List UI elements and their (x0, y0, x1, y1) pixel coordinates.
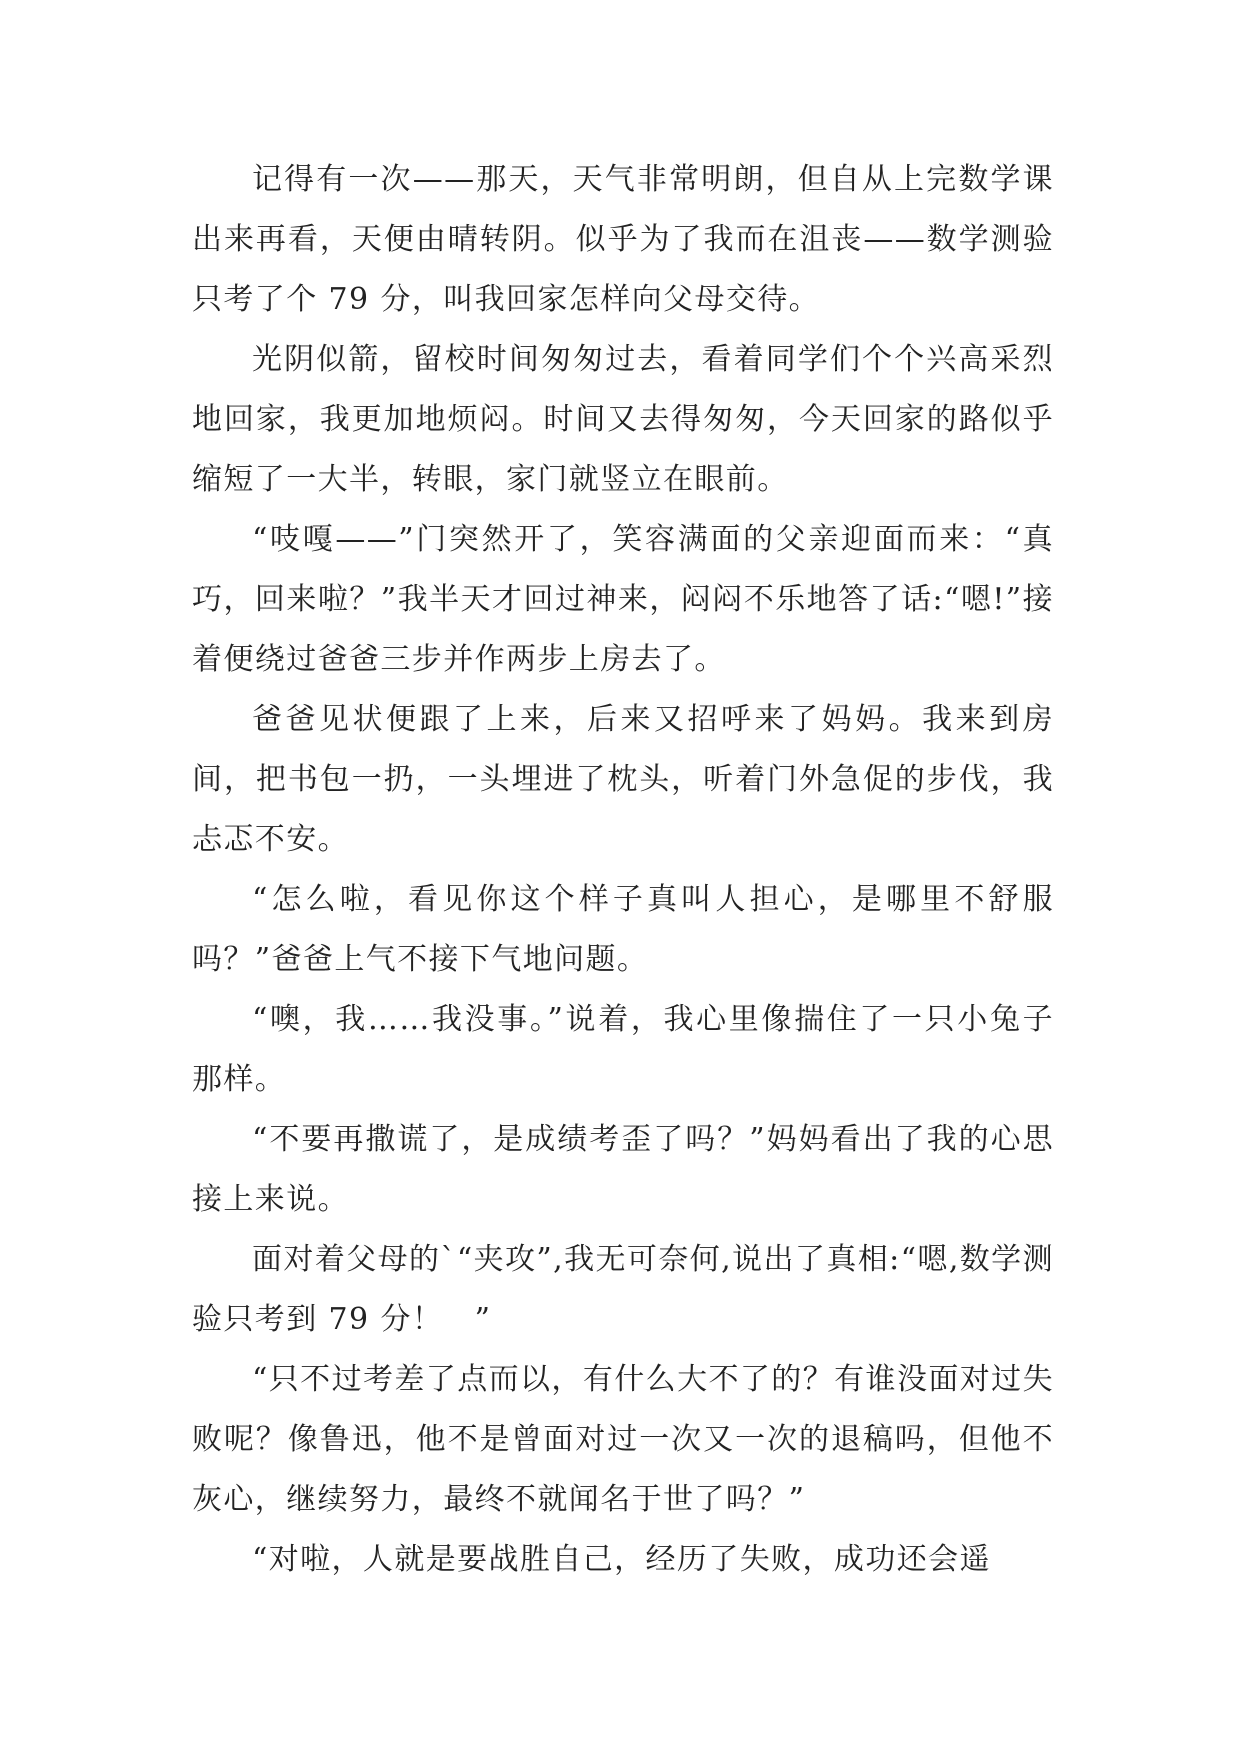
paragraph: 光阴似箭，留校时间匆匆过去，看着同学们个个兴高采烈地回家，我更加地烦闷。时间又去得匆匆，今天回家的路似乎缩短了一大半，转眼，家门就竖立在眼前。 (192, 342, 1054, 497)
paragraph: “不要再撒谎了，是成绩考歪了吗？”妈妈看出了我的心思接上来说。 (192, 1122, 1054, 1217)
paragraph: “噢，我……我没事。”说着，我心里像揣住了一只小兔子那样。 (192, 1002, 1054, 1097)
paragraph: “吱嘎——”门突然开了，笑容满面的父亲迎面而来：“真巧，回来啦？”我半天才回过神来，闷闷不乐地答了话:“嗯!”接着便绕过爸爸三步并作两步上房去了。 (192, 522, 1054, 677)
document-body (192, 150, 1054, 1590)
paragraph: “只不过考差了点而以，有什么大不了的？有谁没面对过失败呢？像鲁迅，他不是曾面对过一次又一次的退稿吗，但他不灰心，继续努力，最终不就闻名于世了吗？” (192, 1362, 1054, 1517)
paragraph: 爸爸见状便跟了上来，后来又招呼来了妈妈。我来到房间，把书包一扔，一头埋进了枕头，听着门外急促的步伐，我忐忑不安。 (192, 702, 1054, 857)
paragraph: 记得有一次——那天，天气非常明朗，但自从上完数学课出来再看，天便由晴转阴。似乎为了我而在沮丧——数学测验只考了个 79 分，叫我回家怎样向父母交待。 (192, 162, 1054, 317)
paragraph: “怎么啦，看见你这个样子真叫人担心，是哪里不舒服吗？”爸爸上气不接下气地问题。 (192, 882, 1054, 977)
paragraph: “对啦，人就是要战胜自己，经历了失败，成功还会遥 (252, 1542, 991, 1577)
paragraph: 面对着父母的`“夹攻”,我无可奈何,说出了真相:“嗯,数学测验只考到 79 分！ ” (192, 1242, 1054, 1337)
